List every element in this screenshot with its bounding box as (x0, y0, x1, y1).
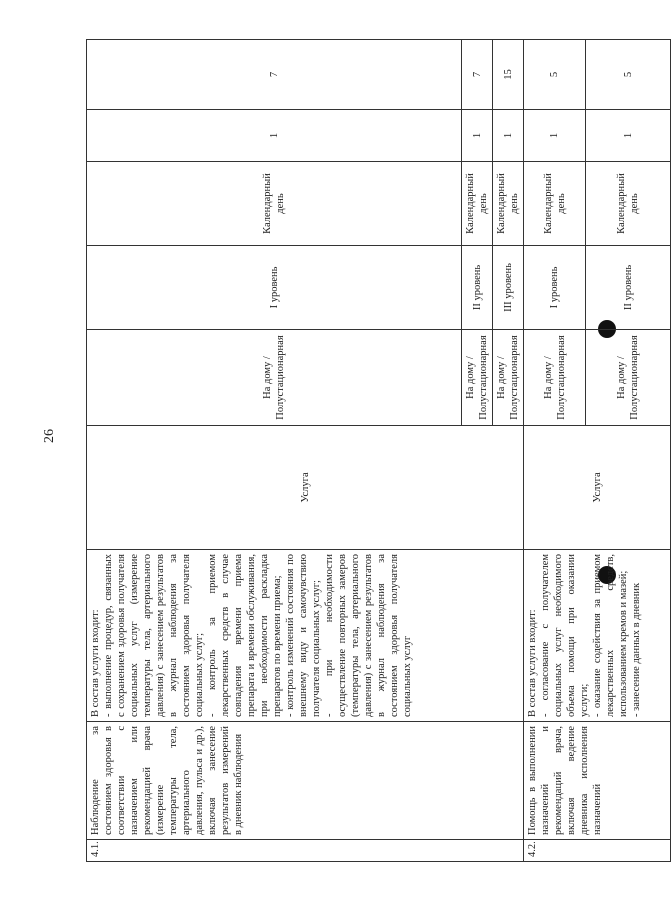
service-form: На дому / Полустационарная (524, 330, 586, 426)
services-table (86, 39, 671, 862)
count: 1 (87, 110, 462, 162)
service-form: На дому / Полустационарная (586, 330, 671, 426)
volume: 7 (87, 40, 462, 110)
count: 1 (462, 110, 493, 162)
volume: 5 (586, 40, 671, 110)
services-table-rotated (86, 40, 642, 862)
volume: 15 (493, 40, 524, 110)
unit: Услуга (524, 426, 671, 550)
period: Календарный день (493, 162, 524, 246)
row-number: 4.1. (87, 840, 524, 862)
service-form: На дому / Полустационарная (462, 330, 493, 426)
period: Календарный день (462, 162, 493, 246)
row-number: 4.2. (524, 840, 671, 862)
period: Календарный день (87, 162, 462, 246)
count: 1 (493, 110, 524, 162)
service-name: Помощь в выполнении назначений и рекомендаций врача, включая ведение дневника исполнения назначений (524, 722, 671, 840)
service-level: I уровень (87, 246, 462, 330)
volume: 7 (462, 40, 493, 110)
table-row (524, 40, 586, 862)
count: 1 (586, 110, 671, 162)
service-name: Наблюдение за состоянием здоровья в соответствии с назначением или рекомендацией врача (измерение температуры тела, артериального давления, пульса и др.), включая занесение результатов измерений в дневник наблюдения (87, 722, 524, 840)
service-form: На дому / Полустационарная (493, 330, 524, 426)
unit: Услуга (87, 426, 524, 550)
count: 1 (524, 110, 586, 162)
period: Календарный день (524, 162, 586, 246)
period: Календарный день (586, 162, 671, 246)
service-description: В состав услуги входит: - согласование с получателем социальных услуг необходимого объема помощи при оказании услуги; - оказание содействия за приемом лекарственных средств, использованием кремов и мазей; - занесение данных в дневник (524, 550, 671, 722)
service-level: II уровень (462, 246, 493, 330)
service-level: III уровень (493, 246, 524, 330)
service-description: В состав услуги входит: - выполнение процедур, связанных с сохранением здоровья получателя социальных услуг (измерение температуры тела, артериального давления) с занесением результатов в журнал наблюдения за состоянием здоровья получателя социальных услуг; - контроль за приемом лекарственных средств в случае совпадения времени приема препарата и времени обслуживания, при необходимости раскладка препаратов по времени приема; - контроль изменений состояния по внешнему виду и самочувствию получателя социальных услуг; - при необходимости осуществление повторных замеров (температуры тела, артериального давления) с занесением результатов в журнал наблюдения за состоянием здоровья получателя социальных услуг (87, 550, 524, 722)
service-level: I уровень (524, 246, 586, 330)
table-row (87, 40, 462, 862)
service-form: На дому / Полустационарная (87, 330, 462, 426)
volume: 5 (524, 40, 586, 110)
service-level: II уровень (586, 246, 671, 330)
page-number: 26 (42, 429, 57, 443)
